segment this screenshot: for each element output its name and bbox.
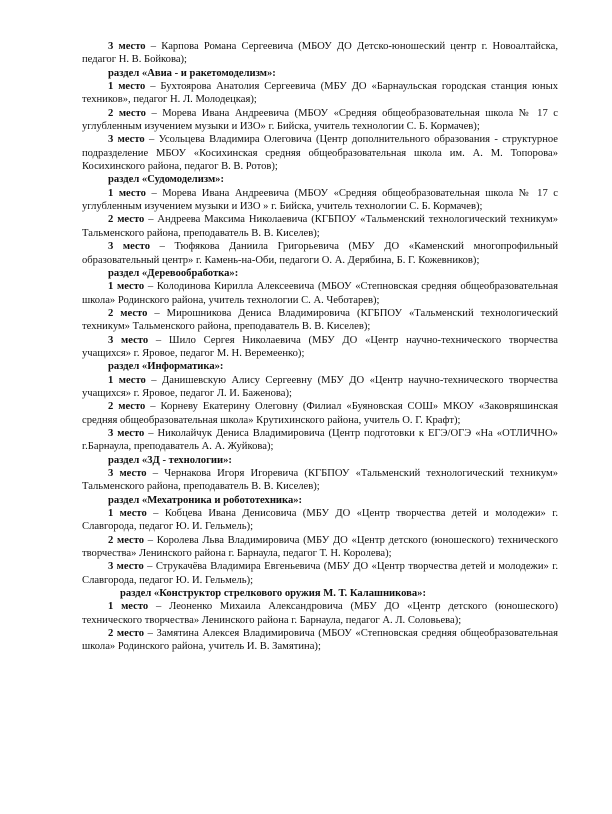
entry-text: – Шило Сергея Николаевича (МБУ ДО «Центр научно-технического творчества учащихся» г. Яровое, педагог М. Н. Веремеенко); <box>82 334 559 359</box>
section-heading: раздел «Судомоделизм»: <box>108 174 224 186</box>
place-label: 3 место <box>108 468 147 479</box>
place-label: 1 место <box>108 374 146 386</box>
entry-text: – Усольцева Владимира Олеговича (Центр дополнительного образования - структурное подразделение МБОУ «Косихинская средняя общеобразовательная школа им. А. М. Топорова» Косихинского района, педагог В. В. Ротов); <box>82 134 558 173</box>
section-heading: раздел «Мехатроника и робототехника»: <box>108 494 303 506</box>
place-label: 1 место <box>108 601 149 613</box>
place-label: 1 место <box>108 187 146 199</box>
award-entry <box>82 427 558 454</box>
place-label: 1 место <box>108 81 146 93</box>
place-label: 2 место <box>108 107 146 119</box>
entry-text: – Тюфякова Даниила Григорьевича (МБУ ДО «Каменский многопрофильный образовательный центр» г. Камень-на-Оби, педагоги О. А. Дерябина, Б. Г. Кожевников); <box>82 241 558 266</box>
award-entry <box>82 133 558 173</box>
entry-text: – Андреева Максима Николаевича (КГБПОУ «Тальменский технологический техникум» Тальменского района, преподаватель В. В. Киселев); <box>82 214 558 239</box>
award-entry <box>82 40 558 67</box>
award-entry <box>82 280 558 307</box>
place-label: 3 место <box>108 427 145 439</box>
entry-text: – Леоненко Михаила Александровича (МБУ ДО «Центр детского (юношеского) технического творчества» Ленинского района г. Барнаула, педагог А. Л. Соловьева); <box>82 601 558 626</box>
entry-text: – Бухтоярова Анатолия Сергеевича (МБУ ДО «Барнаульская городская станция юных техников», педагог Н. Л. Молодецкая); <box>82 81 558 106</box>
award-entry <box>82 400 558 427</box>
section-heading: раздел «3Д - технологии»: <box>108 454 232 466</box>
section-heading: раздел «Авиа - и ракетомоделизм»: <box>108 67 276 79</box>
place-label: 3 место <box>108 241 151 253</box>
award-entry <box>82 560 558 587</box>
entry-text: – Королева Льва Владимировича (МБУ ДО «Центр детского (юношеского) технического творчества» Ленинского района г. Барнаула, педагог Т. Н. Королева); <box>82 534 558 560</box>
place-label: 1 место <box>108 281 145 293</box>
place-label: 2 место <box>108 307 148 319</box>
place-label: 3 место <box>108 41 146 52</box>
entry-text: – Струкачёва Владимира Евгеньевича (МБУ ДО «Центр творчества детей и молодежи» г. Славгорода, педагог Ю. И. Гельмель); <box>82 561 558 586</box>
place-label: 3 место <box>108 561 144 573</box>
entry-text: – Карпова Романа Сергеевича (МБОУ ДО Детско-юношеский центр г. Новоалтайска, педагог Н. В. Бойкова); <box>82 41 558 66</box>
section-heading: раздел «Информатика»: <box>108 361 224 373</box>
entry-text: – Морева Ивана Андреевича (МБОУ «Средняя общеобразовательная школа № 17 с углубленным изучением музыки и ИЗО» г. Бийска, учитель технологии С. Б. Кормачев); <box>82 107 558 133</box>
award-entry <box>82 600 558 627</box>
section-heading: раздел «Конструктор стрелкового оружия М. Т. Калашникова»: <box>120 588 426 600</box>
section-heading: раздел «Деревообработка»: <box>108 267 239 279</box>
place-label: 2 место <box>108 534 145 546</box>
place-label: 2 место <box>108 214 145 226</box>
place-label: 3 место <box>108 334 149 346</box>
entry-text: – Кобцева Ивана Денисовича (МБУ ДО «Центр творчества детей и молодежи» г. Славгорода, педагог Ю. И. Гельмель); <box>82 508 558 533</box>
place-label: 3 место <box>108 134 145 146</box>
place-label: 1 место <box>108 508 147 520</box>
award-entry <box>82 507 558 534</box>
award-entry <box>82 240 558 267</box>
award-entry <box>82 467 558 494</box>
award-entry <box>82 213 558 240</box>
entry-text: – Данишевскую Алису Сергеевну (МБУ ДО «Центр научно-технического творчества учащихся» г. Яровое, педагог Л. И. Баженова); <box>82 374 558 399</box>
entry-text: – Морева Ивана Андреевича (МБОУ «Средняя общеобразовательная школа № 17 с углубленным изучением музыки и ИЗО » г. Бийска, учитель технологии С. Б. Кормачев); <box>82 187 558 213</box>
place-label: 2 место <box>108 628 145 640</box>
entry-text: – Мирошникова Дениса Владимировича (КГБПОУ «Тальменский технологический техникум» Тальменского района, преподаватель В. В. Киселев); <box>82 307 558 333</box>
entry-text: – Колодинова Кирилла Алексеевича (МБОУ «Степновская средняя общеобразовательная школа» Родинского района, учитель технологии С. А. Чеботарев); <box>82 281 559 306</box>
document-body <box>82 40 558 654</box>
award-entry <box>82 187 558 214</box>
place-label: 2 место <box>108 401 146 413</box>
award-entry <box>82 374 558 401</box>
entry-text: – Замятина Алексея Владимировича (МБОУ «Степновская средняя общеобразовательная школа» Родинского района, учитель И. В. Замятина); <box>82 628 558 653</box>
award-entry <box>82 534 558 561</box>
award-entry <box>82 627 558 654</box>
entry-text: – Чернакова Игоря Игоревича (КГБПОУ «Тальменский технологический техникум» Тальменского района, преподаватель В. В. Киселев); <box>82 468 559 493</box>
award-entry <box>82 307 558 334</box>
entry-text: – Николайчук Дениса Владимировича (Центр подготовки к ЕГЭ/ОГЭ «На «ОТЛИЧНО» г.Барнаула, преподаватель А. А. Жуйкова); <box>82 427 558 453</box>
award-entry <box>82 334 558 361</box>
entry-text: – Корневу Екатерину Олеговну (Филиал «Буяновская СОШ» МКОУ «Заковряшинская средняя общеобразовательная школа» Крутихинского района, учитель О. Г. Крафт); <box>82 401 558 426</box>
award-entry <box>82 107 558 134</box>
award-entry <box>82 80 558 107</box>
